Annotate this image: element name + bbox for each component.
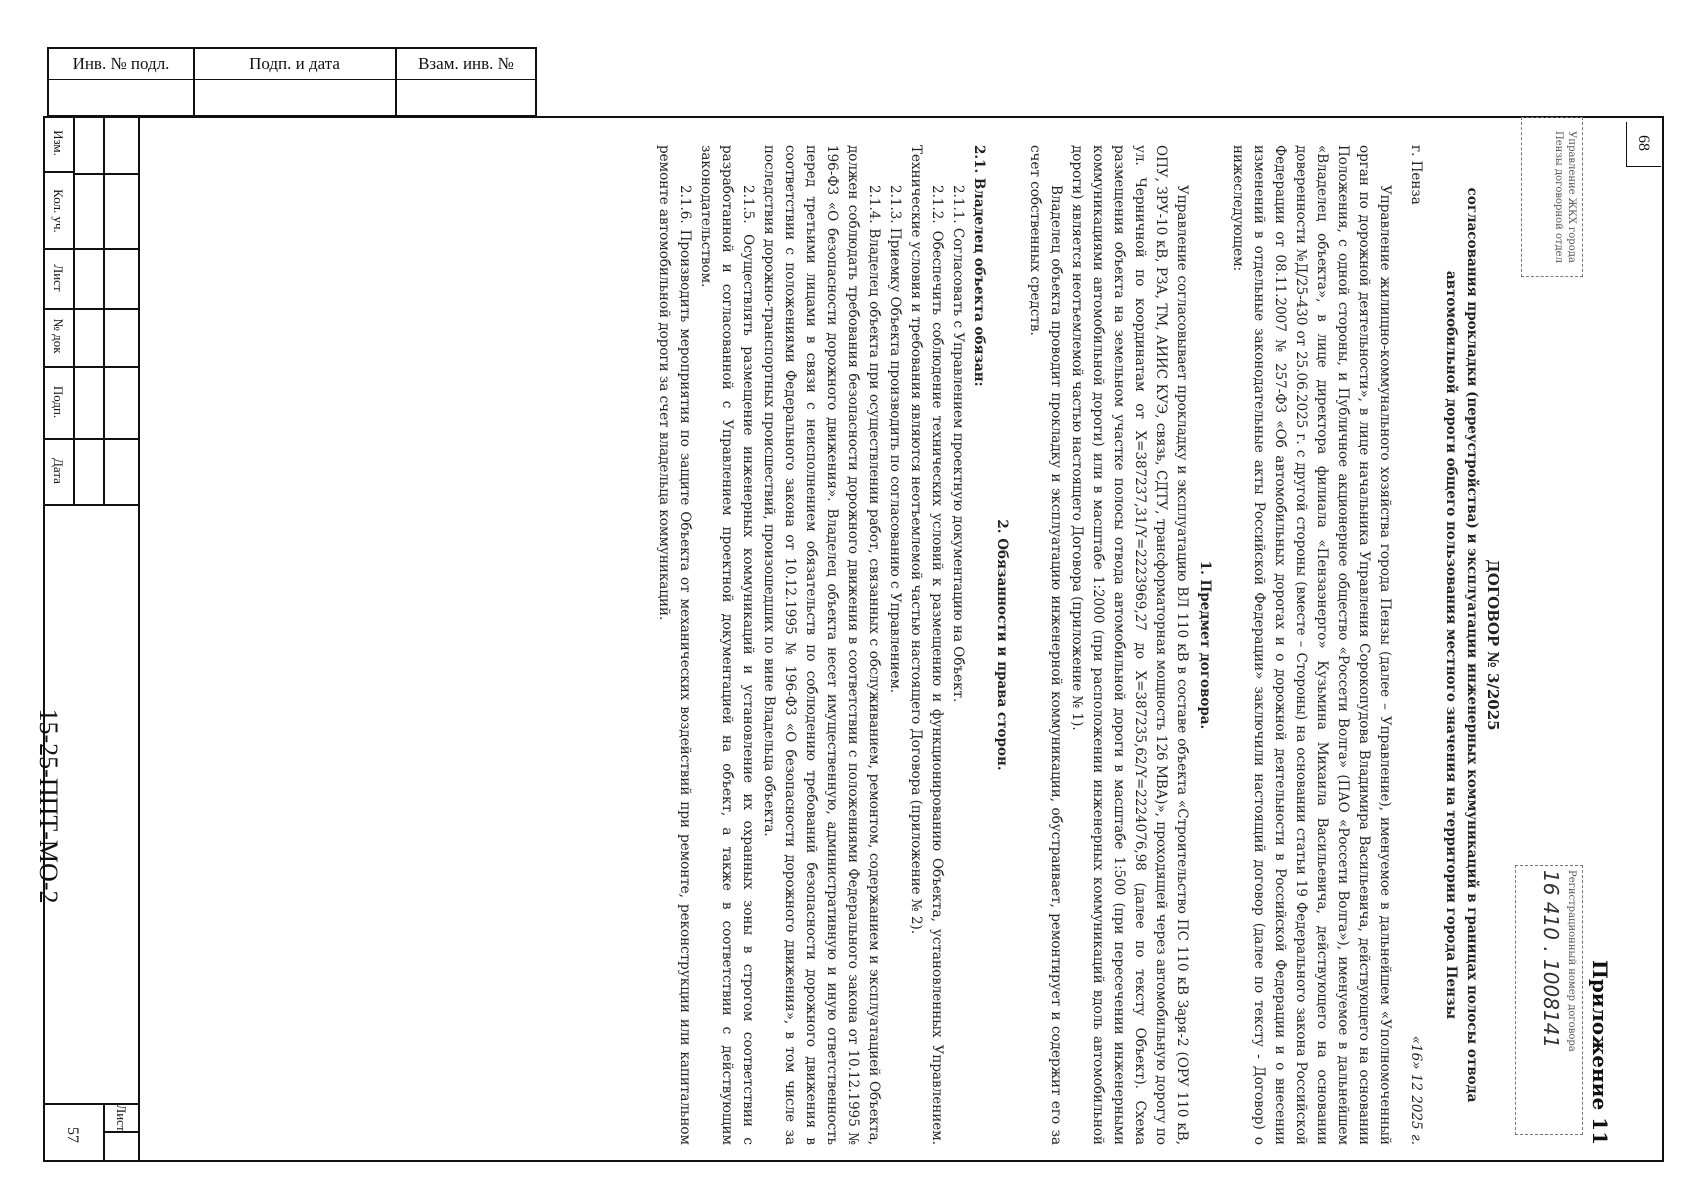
inv-podl-label: Инв. № подл. [72,54,170,73]
sheet-label: Лист [114,1104,129,1132]
section1-paragraph1: Управление согласовывает прокладку и эксплуатацию ВЛ 110 кВ в составе объекта «Строительство ПС 110 кВ Заря-2 (ОРУ 110 кВ, ОПУ, ЗРУ-10 кВ, РЗА, ТМ, АИИС КУЭ, связь, СДТУ, трансформаторная мощность 126 МВА)», проходящей через автомобильную дорогу по ул. Черничной по координатам от Х=387237,31/Y=2223969,27 до Х=387235,62/Y=2224076,98 (далее по тексту Объект). Схема размещения объекта на земельном участке полосы отвода автомобильной дороги в масштабе 1:500 (при пересечении инженерными коммуникациями автомобильной дороги) или в масштабе 1:2000 (при расположении инженерных коммуникаций вдоль автомобильной дороги) является неотъемлемой частью настоящего Договора (приложение № 1). [1069,145,1190,1145]
section2-title: 2. Обязанности и права сторон. [994,519,1010,771]
sheet-number: 57 [64,1127,81,1143]
registration-area [1503,131,1583,1145]
section1-paragraph2: Владелец объекта проводит прокладку и эксплуатацию инженерной коммуникации, обустраивает, ремонтирует и содержит его за счет собственных средств. [1027,145,1064,1145]
scanned-document [200,131,1640,1155]
contract-title: ДОГОВОР № 3/2025 [1484,559,1502,731]
n-dok-label: № док [51,318,66,354]
vzam-inv-label: Взам. инв. № [418,54,514,73]
preamble: Управление жилищно-коммунального хозяйства города Пензы (далее – Управление), именуемое в дальнейшем «Уполномоченный орган по дорожной деятельности», в лице начальника Управления Сорокопудова Владимира Васильевича, действующего на основании Положения, с одной стороны, и Публичное акционерное общество «Россети Волга» (ПАО «Россети Волга»), именуемое в дальнейшем «Владелец объекта», в лице директора филиала «Пензаэнерго» Кузьмина Михаила Васильевича, действующего на основании доверенности №Д/25-430 от 25.06.2025 г. с другой стороны (вместе – Стороны) на основании статьи 19 Федерального закона Российской Федерации от 08.11.2007 № 257-ФЗ «Об автомобильных дорогах и о дорожной деятельности в Российской Федерации и о внесении изменений в отдельные законодательные акты Российской Федерации» заключили настоящий договор (далее по тексту - Договор) о нижеследующем: [1230,145,1393,1145]
registration-label: Регистрационный номер договора [1566,870,1577,1052]
appendix-title: Приложение 11 [1588,959,1612,1145]
clause-2-1-1: 2.1.1. Согласовать с Управлением проектную документацию на Объект. [950,185,966,703]
contract-page [230,131,1612,1145]
document-code: 15-25-ППТ-МО-2 [34,708,63,904]
data-label: Дата [51,458,66,484]
clause-2-1-5: 2.1.5. Осуществлять размещение инженерных коммуникаций и установление их охранных зоны в строгом соответствии с разработанной и согласованной с Управлением проектной документацией на объект, а также в соответствии с действующим законодательством. [698,145,756,1145]
approval-table [47,47,537,117]
city-date-row [1405,145,1426,1145]
kol-uch-label: Кол. уч. [51,189,66,233]
clause-2-1: 2.1. Владелец объекта обязан: [971,145,987,387]
city: г. Пенза [1408,145,1424,205]
clause-2-1-6: 2.1.6. Производить мероприятия по защите Объекта от механических воздействий при ремонте, реконструкции или капитальном ремонте автомобильной дороги за счет владельца коммуникаций. [656,145,693,1145]
clause-2-1-4: 2.1.4. Владелец объекта при осуществлении работ, связанных с обслуживанием, ремонтом, содержанием и эксплуатацией Объекта, должен соблюдать требования безопасности дорожного движения в соответствии с положениями Федерального закона от 10.12.1995 № 196-ФЗ «О безопасности дорожного движения». Владелец объекта несет имущественную, административную и иную ответственность перед третьими лицами в связи с неисполнением обязательств по соблюдению требований безопасности дорожного движения в соответствии с положениями Федерального закона от 10.12.1995 № 196-ФЗ «О безопасности дорожного движения», в том числе за последствия дорожно-транспортных происшествий, произошедших по вине Владельца объекта. [761,145,882,1145]
podp-label: Подп. [51,385,66,419]
page-number: 68 [1635,135,1652,151]
clause-2-1-3: 2.1.3. Приемку Объекта производить по согласованию с Управлением. [887,185,903,694]
title-block [34,116,140,1162]
list-col-label: Лист [51,264,66,292]
clause-2-1-2: 2.1.2. Обеспечить соблюдение технических условий к размещению и функционированию Объекта, установленных Управлением. Технические условия и требования являются неотъемлемой частью настоящего Договора (приложение № 2). [908,145,945,1145]
izm-label: Изм. [51,130,66,156]
registration-stamp [1515,865,1583,1135]
section1-title: 1. Предмет договора. [1197,560,1213,730]
department-stamp: Управление ЖКХ города Пензы договорной отдел [1521,117,1583,277]
contract-subtitle: согласования прокладки (переустройства) и эксплуатации инженерных коммуникаций в границах полосы отвода автомобильной дороги общего пользования местного значения на территории города Пензы [1443,187,1480,1103]
registration-number: 16 410 . 1008141 [1539,870,1563,1049]
contract-date: «16» 12 2025 г. [1408,1035,1424,1145]
podp-data-label: Подп. и дата [249,54,340,73]
